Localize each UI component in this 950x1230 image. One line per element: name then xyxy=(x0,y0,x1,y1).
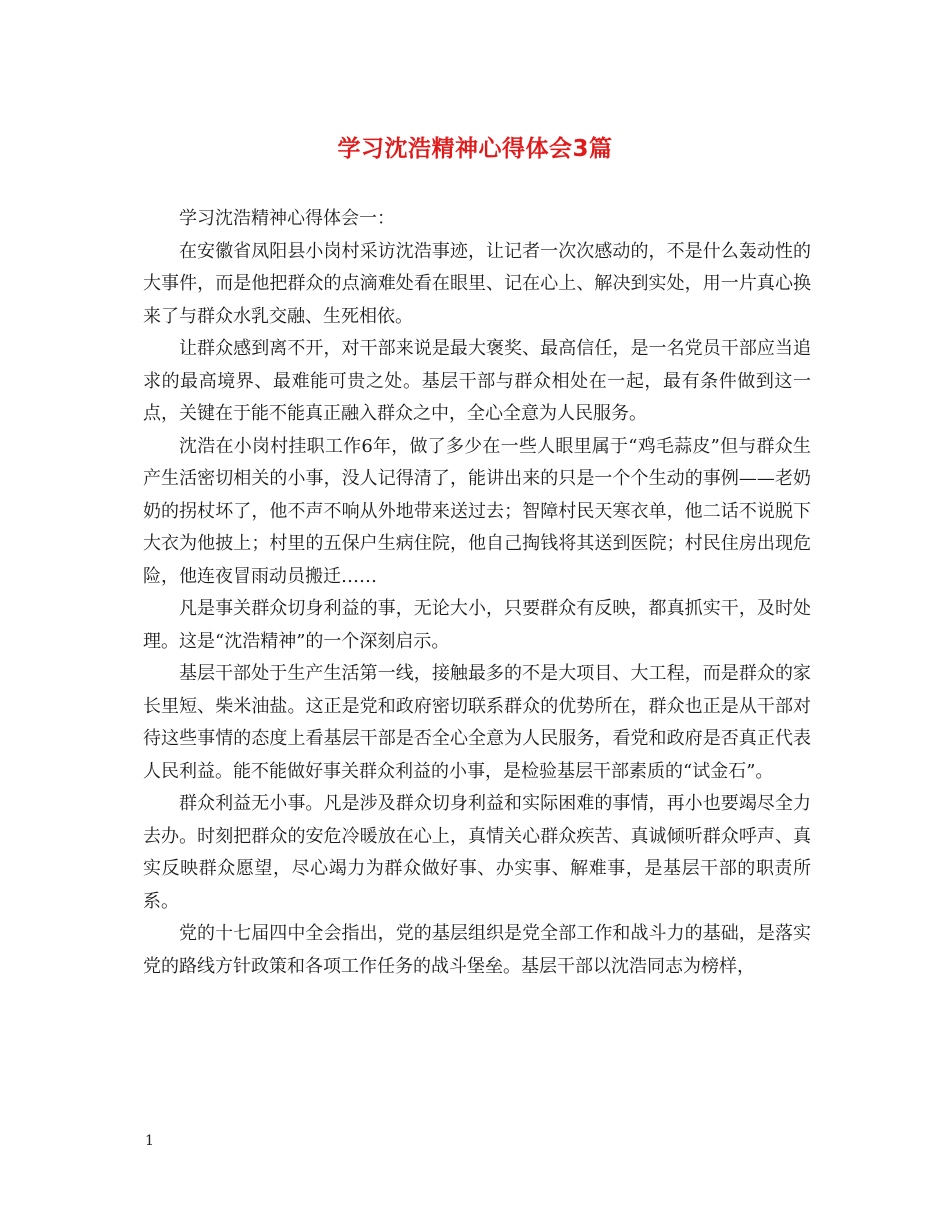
paragraph: 基层干部处于生产生活第一线，接触最多的不是大项目、大工程，而是群众的家长里短、柴米油盐。这正是党和政府密切联系群众的优势所在，群众也正是从干部对待这些事情的态度上看基层干部是否全心全意为人民服务，看党和政府是否真正代表人民利益。能不能做好事关群众利益的小事，是检验基层干部素质的“试金石”。 xyxy=(143,663,811,782)
paragraph: 凡是事关群众切身利益的事，无论大小，只要群众有反映，都真抓实干，及时处理。这是“沈浩精神”的一个深刻启示。 xyxy=(143,598,811,652)
paragraph: 在安徽省凤阳县小岗村采访沈浩事迹，让记者一次次感动的，不是什么轰动性的大事件，而是他把群众的点滴难处看在眼里、记在心上、解决到实处，用一片真心换来了与群众水乳交融、生死相依。 xyxy=(143,240,811,327)
section-heading: 学习沈浩精神心得体会一： xyxy=(179,208,395,229)
page-number: 1 xyxy=(145,1133,154,1149)
paragraph: 群众利益无小事。凡是涉及群众切身利益和实际困难的事情，再小也要竭尽全力去办。时刻把群众的安危冷暖放在心上，真情关心群众疾苦、真诚倾听群众呼声、真实反映群众愿望，尽心竭力为群众做好事、办实事、解难事，是基层干部的职责所系。 xyxy=(143,793,811,912)
paragraph: 党的十七届四中全会指出，党的基层组织是党全部工作和战斗力的基础，是落实党的路线方针政策和各项工作任务的战斗堡垒。基层干部以沈浩同志为榜样， xyxy=(143,923,811,977)
paragraph: 让群众感到离不开，对干部来说是最大褒奖、最高信任，是一名党员干部应当追求的最高境界、最难能可贵之处。基层干部与群众相处在一起，最有条件做到这一点，关键在于能不能真正融入群众之中，全心全意为人民服务。 xyxy=(143,338,811,424)
document-body xyxy=(143,203,811,983)
paragraph: 沈浩在小岗村挂职工作6年，做了多少在一些人眼里属于“鸡毛蒜皮”但与群众生产生活密切相关的小事，没人记得清了，能讲出来的只是一个个生动的事例——老奶奶的拐杖坏了，他不声不响从外地带来送过去；智障村民天寒衣单，他二话不说脱下大衣为他披上；村里的五保户生病住院，他自己掏钱将其送到医院；村民住房出现危险，他连夜冒雨动员搬迁…… xyxy=(143,435,811,587)
document-title: 学习沈浩精神心得体会3篇 xyxy=(337,136,613,162)
